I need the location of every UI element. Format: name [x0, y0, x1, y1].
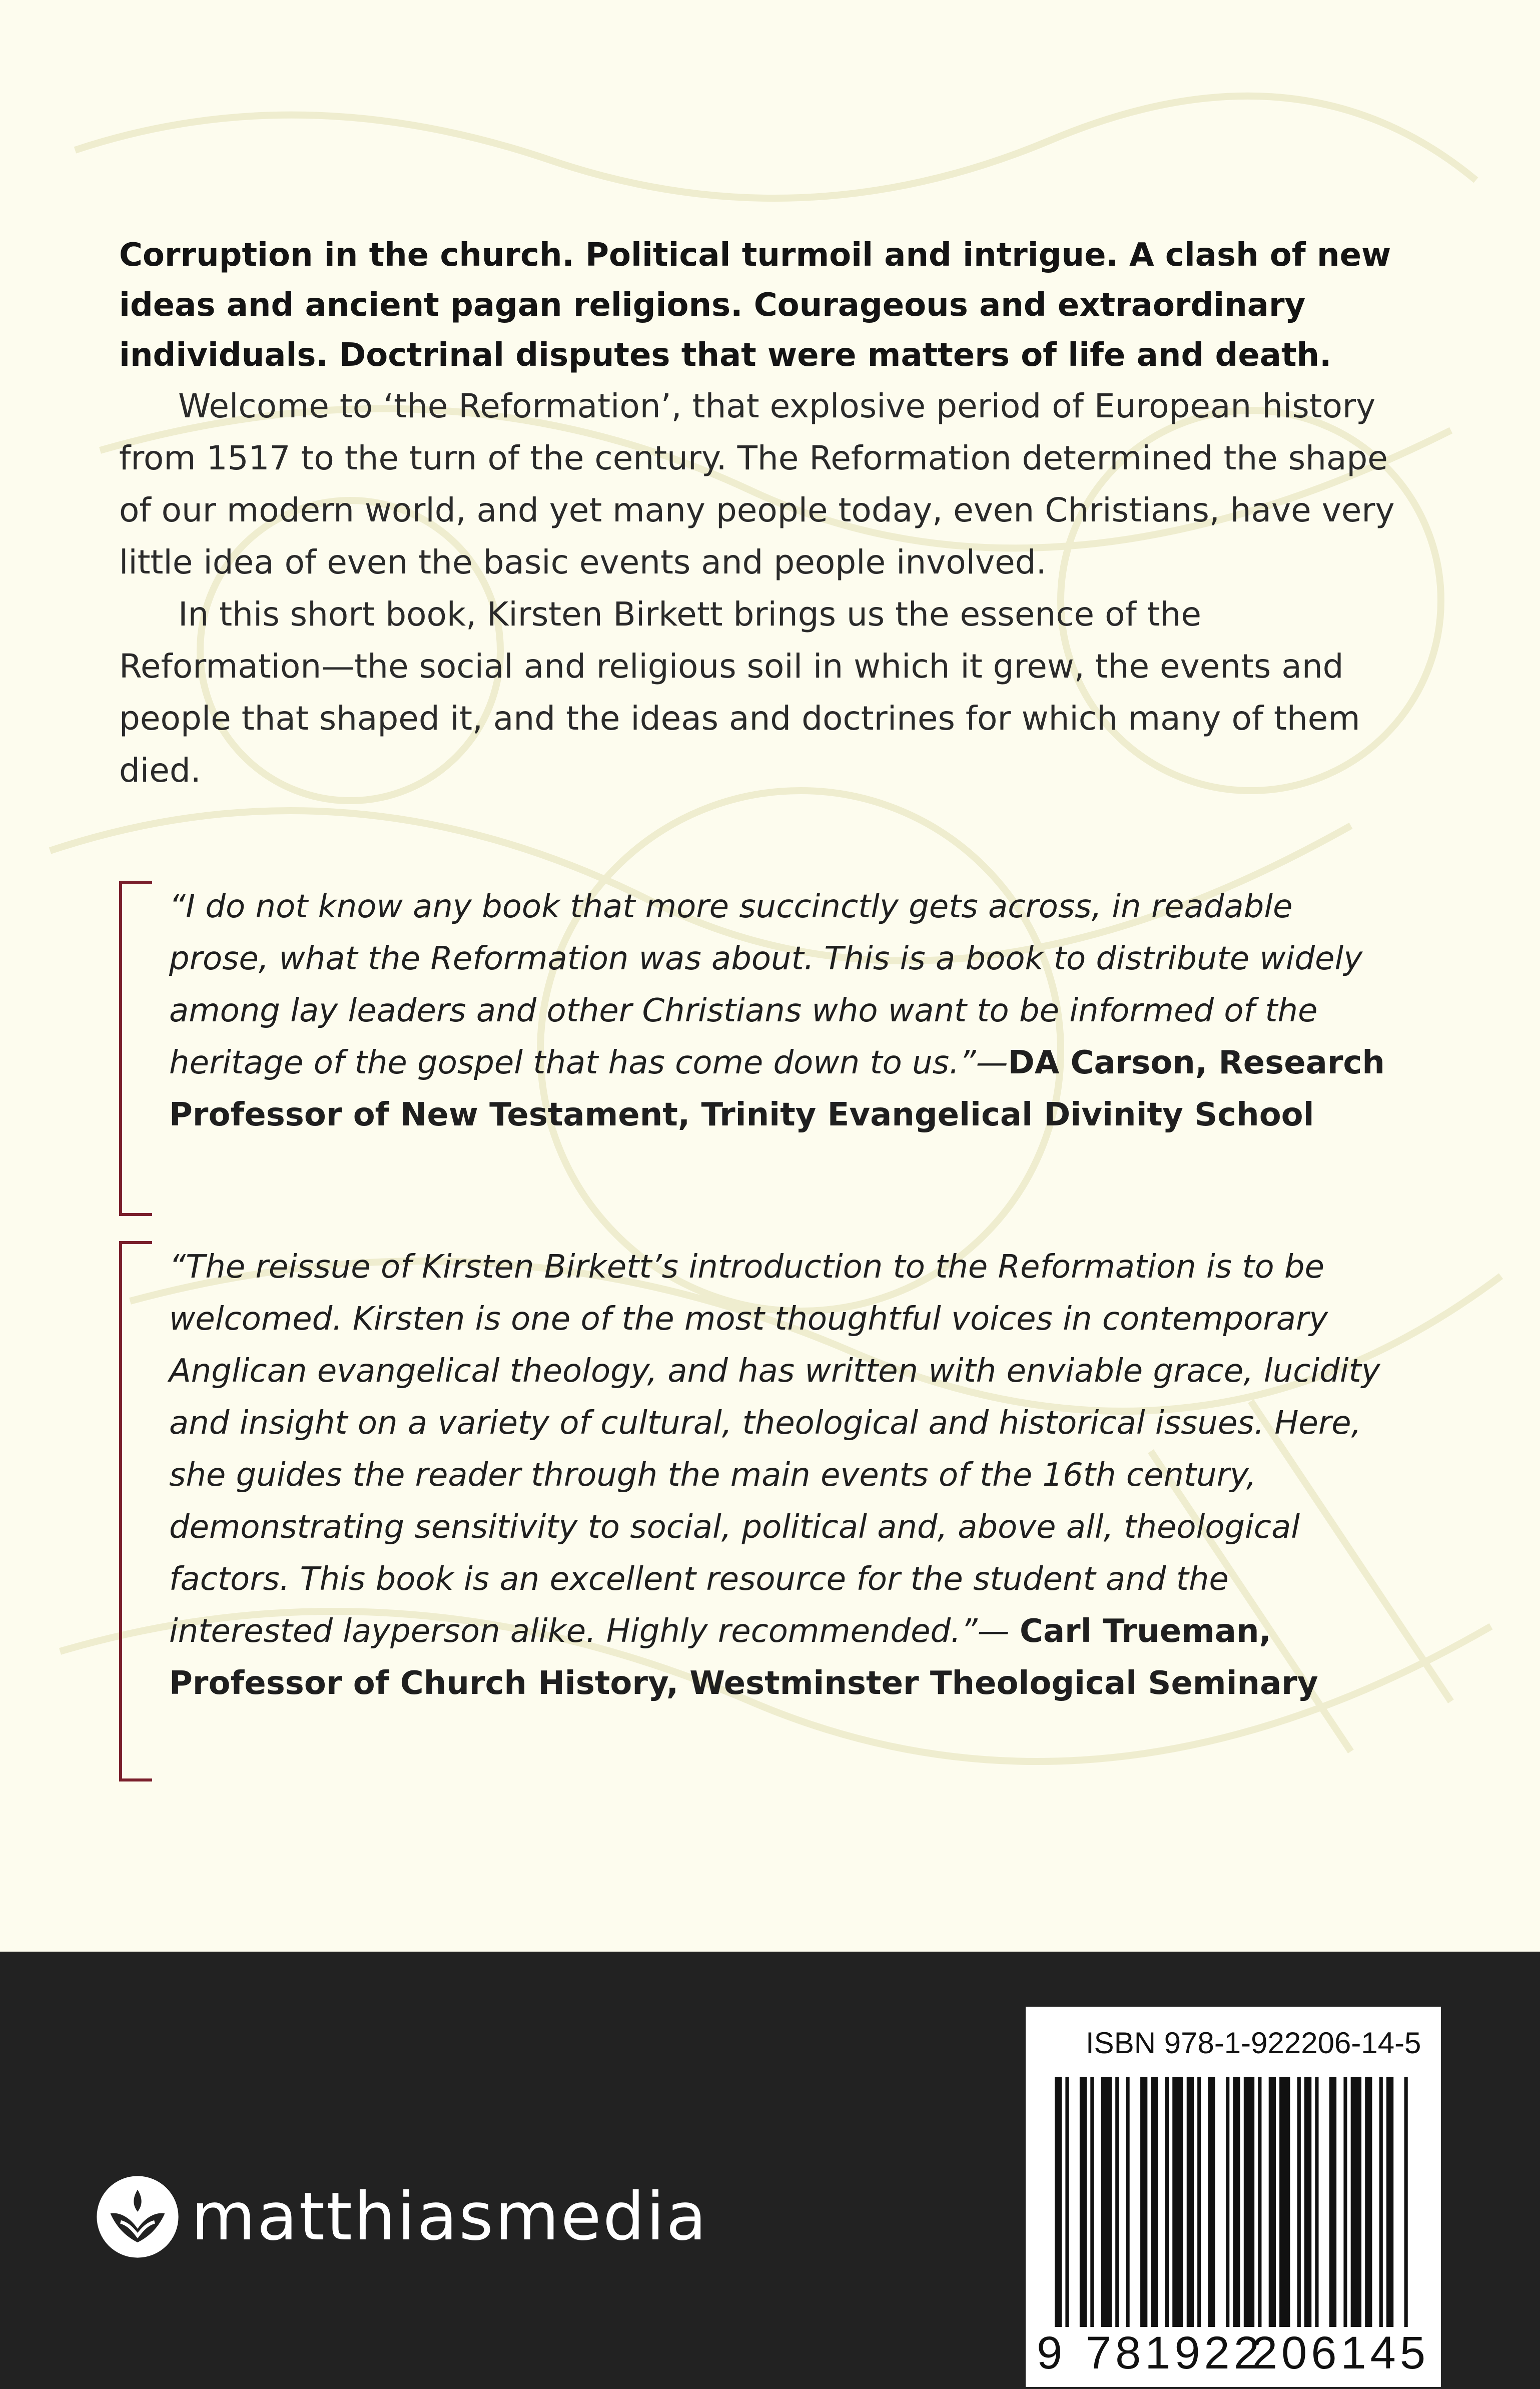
- barcode-bar: [1172, 2077, 1183, 2327]
- barcode-bar: [1208, 2077, 1215, 2327]
- barcode-bar: [1197, 2077, 1201, 2327]
- endorsement-quote: “I do not know any book that more succinctly gets across, in readable prose, what the Reformation was about. This is a book to distribute widely among lay leaders and other Christians who want to be informed of the heritage of the gospel that has come down to us.”—: [169, 888, 1363, 1081]
- endorsement-text: [169, 1241, 1400, 1709]
- publisher-emblem-icon: [95, 2174, 180, 2259]
- barcode-bar: [1269, 2077, 1276, 2327]
- barcode-bar: [1258, 2077, 1261, 2327]
- endorsement-trueman: [119, 1241, 1400, 1781]
- barcode-digits: [1026, 2327, 1441, 2377]
- barcode-bar: [1165, 2077, 1169, 2327]
- barcode-bar: [1187, 2077, 1194, 2327]
- barcode-bar: [1080, 2077, 1087, 2327]
- blurb-paragraph-2: In this short book, Kirsten Birkett brings us the essence of the Reformation—the social and religious soil in which it grew, the events and people that shaped it, and the ideas and doctrines for which many of them died.: [119, 595, 1360, 790]
- barcode-bar: [1140, 2077, 1147, 2327]
- barcode-digits-left: 781922: [1086, 2327, 1263, 2378]
- endorsement-carson: [119, 881, 1400, 1216]
- blurb: [119, 230, 1400, 797]
- barcode-bar: [1365, 2077, 1372, 2327]
- barcode-bar: [1226, 2077, 1229, 2327]
- barcode-bar: [1351, 2077, 1361, 2327]
- isbn-label: ISBN 978-1-922206-14-5: [1086, 2026, 1421, 2060]
- publisher-name: matthiasmedia: [191, 2178, 708, 2255]
- barcode-bar: [1404, 2077, 1408, 2327]
- endorsement-attribution: DA Carson, Research Professor of New Testament, Trinity Evangelical Divinity School: [169, 1044, 1385, 1133]
- blurb-paragraph-1: Welcome to ‘the Reformation’, that explosive period of European history from 1517 to the turn of the century. The Reformation determined the shape of our modern world, and yet many people today, even Christians, have very little idea of even the basic events and people involved.: [119, 387, 1395, 581]
- endorsement-attribution: Carl Trueman, Professor of Church History, Westminster Theological Seminary: [169, 1613, 1318, 1702]
- barcode-bar: [1244, 2077, 1254, 2327]
- quote-bracket: [119, 881, 152, 1216]
- barcode-bar: [1279, 2077, 1290, 2327]
- barcode-bar: [1315, 2077, 1318, 2327]
- isbn-barcode: [1026, 2007, 1441, 2387]
- endorsement-quote: “The reissue of Kirsten Birkett’s introduction to the Reformation is to be welcomed. Kirsten is one of the most thoughtful voices in contemporary Anglican evangelical theology, and has written with enviable grace, lucidity and insight on a variety of cultural, theological and historical issues. Here, she guides the reader through the main events of the 16th century, demonstrating sensitivity to social, political and, above all, theological factors. This book is an excellent resource for the student and the interested layperson alike. Highly recommended.”—: [169, 1249, 1380, 1650]
- publisher-logo: [95, 2167, 708, 2267]
- quote-bracket: [119, 1241, 152, 1781]
- barcode-bar: [1297, 2077, 1301, 2327]
- barcode-digit-first: 9: [1037, 2327, 1063, 2378]
- barcode-bar: [1329, 2077, 1336, 2327]
- barcode-bar: [1343, 2077, 1347, 2327]
- barcode-bar: [1379, 2077, 1383, 2327]
- barcode-bar: [1115, 2077, 1119, 2327]
- barcode-bar: [1304, 2077, 1311, 2327]
- blurb-lead: Corruption in the church. Political turmoil and intrigue. A clash of new ideas and ancient pagan religions. Courageous and extraordinary individuals. Doctrinal disputes that were matters of life and death.: [119, 237, 1391, 374]
- barcode-bar: [1065, 2077, 1069, 2327]
- barcode-bar: [1055, 2077, 1062, 2327]
- barcode-bar: [1090, 2077, 1094, 2327]
- barcode-bar: [1233, 2077, 1240, 2327]
- barcode-bars: [1055, 2077, 1415, 2327]
- barcode-bar: [1126, 2077, 1130, 2327]
- barcode-bar: [1386, 2077, 1393, 2327]
- barcode-bar: [1151, 2077, 1158, 2327]
- endorsement-text: [169, 881, 1400, 1141]
- barcode-digits-right: 206145: [1252, 2327, 1429, 2378]
- barcode-bar: [1101, 2077, 1112, 2327]
